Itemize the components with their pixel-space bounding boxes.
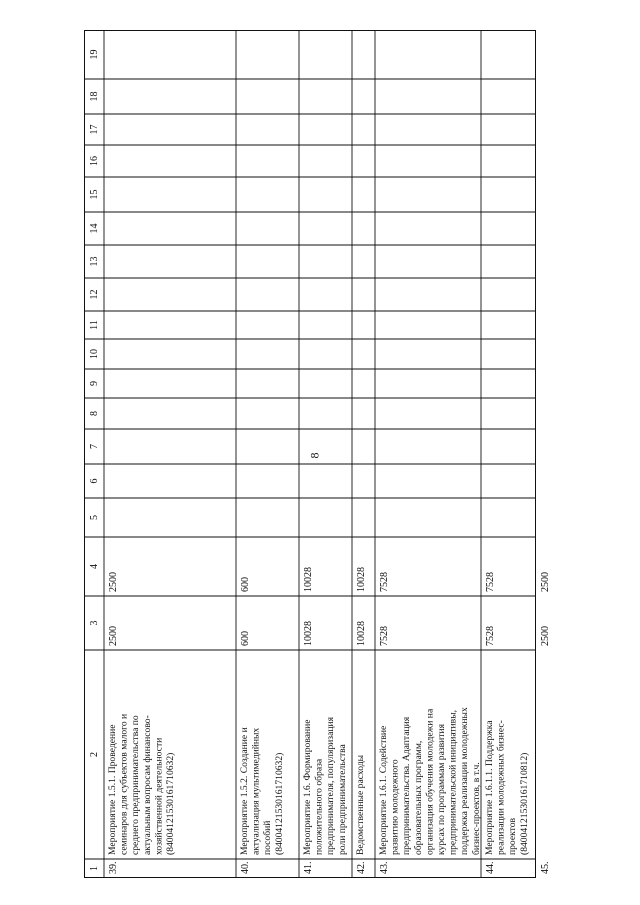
header-cell: 3 [89, 620, 100, 626]
value-col-3: 2500 [108, 626, 119, 646]
row-description: Мероприятие 1.5.2. Создание и [239, 727, 250, 855]
header-cell: 18 [89, 91, 100, 102]
header-cell: 10 [89, 349, 100, 359]
value-col-4: 600 [240, 577, 251, 592]
value-col-4: 2500 [540, 572, 551, 592]
value-col-3: 10028 [303, 621, 314, 646]
row-description: актуализация мультимедийных [250, 727, 262, 855]
row-description: пособий [262, 820, 274, 855]
value-col-3: 7528 [379, 626, 390, 646]
row-description: предпринимательской инициативы, [447, 709, 459, 855]
header-cell: 17 [89, 124, 100, 135]
header-cell: 15 [89, 189, 100, 200]
header-cell: 9 [89, 381, 100, 386]
row-description: роли предпринимательства [336, 744, 348, 855]
value-col-4: 7528 [485, 572, 496, 592]
row-number: 41. [303, 861, 314, 874]
row-number: 43. [379, 861, 390, 874]
row-description: Ведомственные расходы [355, 754, 366, 855]
row-number: 42. [356, 861, 367, 874]
row-description: Мероприятие 1.6. Формирование [302, 719, 313, 855]
header-cell: 14 [89, 223, 100, 234]
row-description: Мероприятие 1.5.1. Проведение [107, 724, 118, 855]
table-grid [84, 30, 551, 878]
row-description: Мероприятие 1.6.1.1. Поддержка [484, 720, 495, 855]
row-description: (84004121530161710812) [518, 752, 530, 855]
header-cell: 1 [89, 866, 100, 871]
row-description: актуальным вопросам финансово- [141, 715, 153, 855]
row-description: курсах по программам развития [436, 723, 447, 855]
row-description: организация обучения молодежи на [424, 708, 436, 855]
row-description: проектов [507, 817, 519, 855]
row-number: 44. [485, 861, 496, 874]
row-description: хозяйственной деятельности [153, 737, 165, 855]
row-description: предпринимателя, популяризация [325, 716, 337, 855]
row-number: 45. [540, 861, 551, 874]
value-col-3: 600 [240, 631, 251, 646]
row-number: 39. [108, 861, 119, 874]
value-col-3: 7528 [485, 626, 496, 646]
row-description: среднего предпринимательства по [130, 715, 142, 855]
header-cell: 19 [89, 49, 100, 60]
value-col-4: 2500 [108, 572, 119, 592]
header-cell: 2 [89, 752, 100, 757]
row-description: реализации молодежных бизнес- [495, 720, 507, 855]
value-col-4: 7528 [379, 572, 390, 592]
header-cell: 11 [89, 320, 100, 330]
row-description: поддержка реализации молодежных [459, 707, 471, 855]
row-description: образовательных программ, [412, 740, 424, 855]
row-description: положительного образа [313, 758, 325, 855]
row-description: развитию молодежного [389, 759, 401, 855]
row-description: (84004121530161710632) [273, 752, 285, 855]
row-description: Мероприятие 1.6.1. Содействие [378, 725, 389, 855]
header-cell: 6 [89, 478, 100, 484]
header-cell: 12 [89, 289, 100, 300]
row-number: 40. [240, 861, 251, 874]
value-col-4: 10028 [356, 567, 367, 592]
row-description: семинаров для субъектов малого и [118, 713, 130, 855]
value-col-3: 10028 [356, 621, 367, 646]
row-description: бизнес-проектов, в т.ч. [470, 762, 482, 855]
header-cell: 13 [89, 256, 100, 267]
header-cell: 8 [89, 411, 100, 416]
value-col-4: 10028 [303, 567, 314, 592]
header-cell: 4 [89, 564, 100, 569]
header-cell: 5 [89, 515, 100, 520]
header-cell: 16 [89, 156, 100, 166]
page-number: 8 [307, 452, 322, 459]
row-description: предпринимательства. Адаптация [401, 716, 413, 855]
row-description: (840041215301617106З2) [165, 752, 176, 855]
header-cell: 7 [89, 444, 100, 449]
data-table [84, 30, 551, 878]
value-col-3: 2500 [540, 626, 551, 646]
